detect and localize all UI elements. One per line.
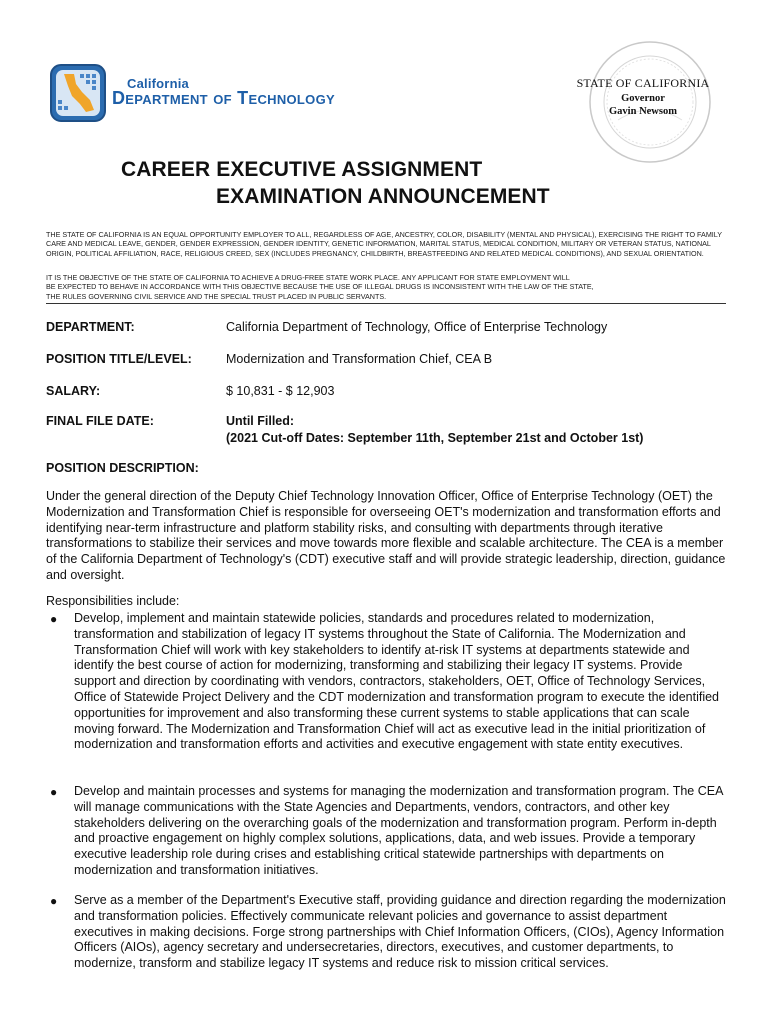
- divider: [46, 303, 726, 304]
- drug-free-line: THE RULES GOVERNING CIVIL SERVICE AND THE SPECIAL TRUST PLACED IN PUBLIC SERVANTS.: [46, 291, 387, 301]
- bullet-icon: ●: [50, 894, 58, 908]
- drug-free-line: IT IS THE OBJECTIVE OF THE STATE OF CALIFORNIA TO ACHIEVE A DRUG-FREE STATE WORK PLACE. ANY APPLICANT FOR STATE EMPLOYMENT WILL: [46, 273, 570, 282]
- governor-title: Governor: [621, 93, 665, 104]
- responsibility-item: Develop and maintain processes and systems for managing the modernization and transformation program. The CEA will manage communications with the State Agencies and Departments, vendors, contractors, and other key stakeholders delivering on the overarching goals of the modernization and transformation program. Perform in-depth and proactive engagement on highly complex solutions, applications, data, and web issues. Provide a temporary executive leadership role during crises and establishing critical statewide partnerships with departments on modernization and transformation initiatives.: [74, 784, 723, 877]
- eeo-statement: THE STATE OF CALIFORNIA IS AN EQUAL OPPORTUNITY EMPLOYER TO ALL, REGARDLESS OF AGE, ANCESTRY, COLOR, DISABILITY (MENTAL AND PHYSICAL), EXERCISING THE RIGHT TO FAMILY CARE AND MEDICAL LEAVE, GENDER, GENDER EXPRESSION, GENDER IDENTITY, GENETIC INFORMATION, MARITAL STATUS, MEDICAL CONDITION, MILITARY OR VETERAN STATUS, NATIONAL ORIGIN, POLITICAL AFFILIATION, RACE, RELIGIOUS CREED, SEX (INCLUDES PREGNANCY, CHILDBIRTH, BREASTFEEDING AND RELATED MEDICAL CONDITIONS), AND SEXUAL ORIENTATION.: [46, 230, 722, 258]
- cutoff-dates-value: (2021 Cut-off Dates: September 11th, September 21st and October 1st): [226, 431, 644, 445]
- org-name-department: Department of Technology: [112, 88, 335, 108]
- position-label: POSITION TITLE/LEVEL:: [46, 352, 192, 366]
- page-title-line1: CAREER EXECUTIVE ASSIGNMENT: [121, 158, 483, 181]
- org-name-california: California: [127, 76, 189, 91]
- salary-label: SALARY:: [46, 384, 101, 398]
- final-file-date-label: FINAL FILE DATE:: [46, 414, 154, 428]
- responsibilities-intro: Responsibilities include:: [46, 594, 180, 608]
- responsibility-item: Serve as a member of the Department's Executive staff, providing guidance and direction regarding the modernization and transformation policies. Effectively communicate relevant policies and governance to assist department executives in making decisions. Forge strong partnerships with Chief Information Officers, (CIOs), Agency Information Officers (AIOs), agency secretary and undersecretaries, directors, executives, and customer departments, to modernize, transform and stabilize legacy IT systems and reduce risk to mission critical services.: [74, 893, 726, 971]
- position-value: Modernization and Transformation Chief, CEA B: [226, 352, 493, 366]
- drug-free-line: BE EXPECTED TO BEHAVE IN ACCORDANCE WITH THIS OBJECTIVE BECAUSE THE USE OF ILLEGAL DRUGS IS INCONSISTENT WITH THE LAW OF THE STATE,: [46, 282, 594, 292]
- position-description-paragraph: Under the general direction of the Deputy Chief Technology Innovation Officer, Office of Enterprise Technology (OET) the Modernization and Transformation Chief is responsible for overseeing OET's modernization and transformation efforts and identifying near-term infrastructure and platform stability risks, and consulting with departments through iterative transformations to stabilize their services and move towards more flexible and scalable architecture. The CEA is a member of the California Department of Technology's (CDT) executive staff and will provide strategic leadership, direction, guidance and oversight.: [46, 489, 726, 582]
- department-label: DEPARTMENT:: [46, 320, 135, 334]
- state-name: STATE OF CALIFORNIA: [576, 76, 710, 90]
- salary-value: $ 10,831 - $ 12,903: [226, 384, 335, 398]
- page-title-line2: EXAMINATION ANNOUNCEMENT: [216, 185, 550, 208]
- cdt-logo-icon: [50, 64, 106, 122]
- state-block: [576, 76, 710, 117]
- bullet-icon: ●: [50, 785, 58, 799]
- final-file-date-value: Until Filled:: [226, 414, 295, 428]
- responsibility-item: Develop, implement and maintain statewide policies, standards and procedures related to modernization, transformation and stabilization of legacy IT systems throughout the State of California. The Modernization and Transformation Chief will work with key stakeholders to identify at-risk IT systems at departments statewide and identify the best course of action for modernizing, transforming and stabilizing their legacy IT systems. Provide support and direction by coordinating with vendors, contractors, stakeholders, OET, Office of Technology Services, Office of Statewide Project Delivery and the CDT modernization and transformation program to execute the identified opportunities for improvement and also transforming these current systems to stable applications that can scale moving forward. The Modernization and Transformation Chief will act as executive lead in the initial prioritization of modernization and transformation efforts and activities and executive engagement with state entity executives.: [74, 611, 720, 752]
- department-value: California Department of Technology, Office of Enterprise Technology: [226, 320, 608, 334]
- drug-free-statement: [46, 273, 726, 301]
- position-description-heading: POSITION DESCRIPTION:: [46, 461, 199, 475]
- governor-name: Gavin Newsom: [609, 106, 677, 117]
- bullet-icon: ●: [50, 612, 58, 626]
